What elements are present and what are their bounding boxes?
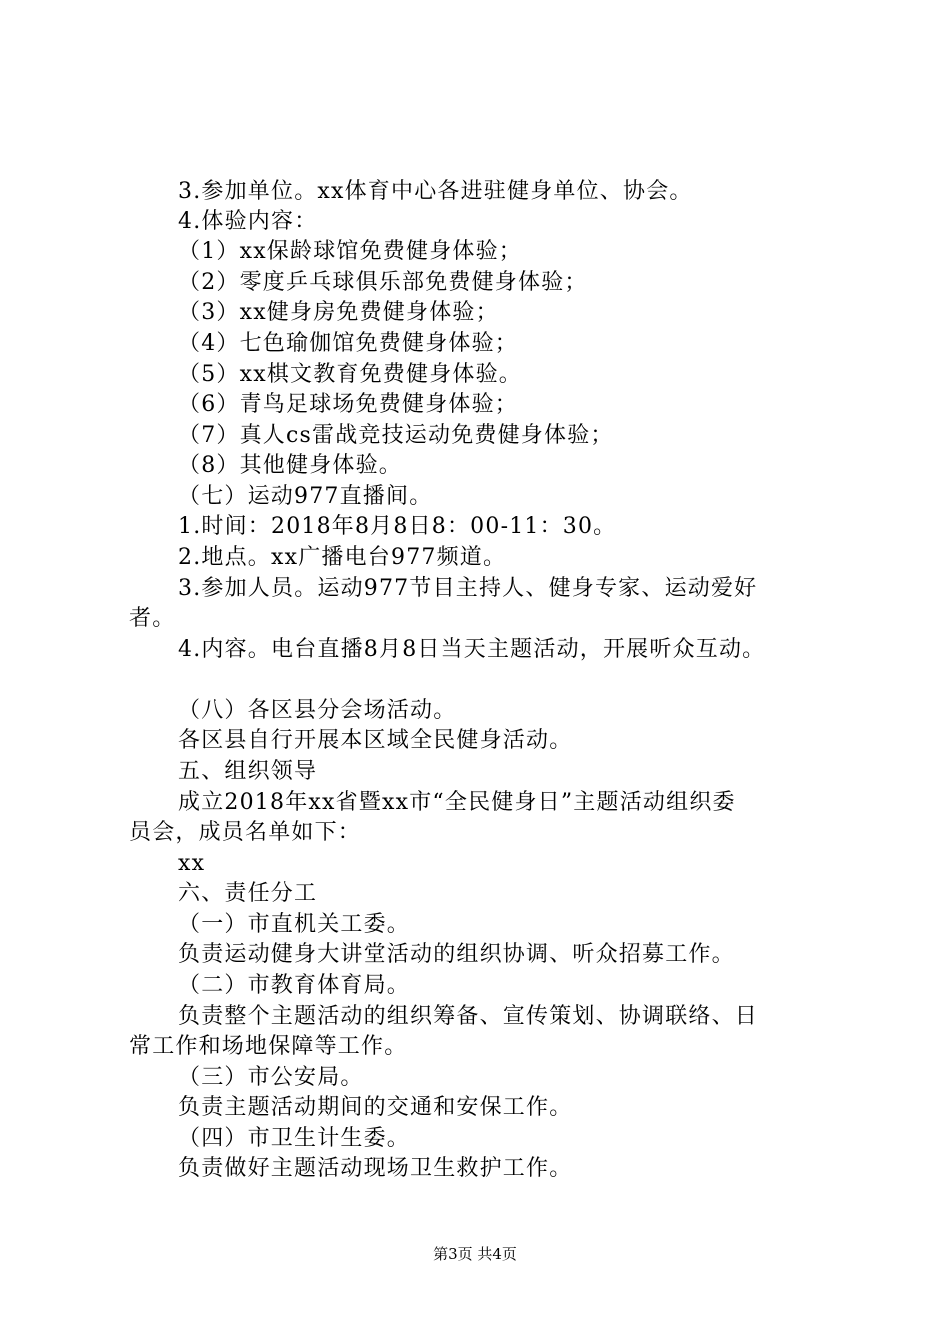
- list-item: （7）真人cs雷战竞技运动免费健身体验；: [178, 423, 614, 448]
- paragraph-line: 成立2018年xx省暨xx市“全民健身日”主题活动组织委: [178, 790, 736, 815]
- paragraph-line: 负责运动健身大讲堂活动的组织协调、听众招募工作。: [178, 942, 735, 967]
- paragraph-line: 1.时间：2018年8月8日8：00-11：30。: [178, 514, 617, 539]
- paragraph-line: 常工作和场地保障等工作。: [129, 1034, 408, 1059]
- paragraph-line: 3.参加人员。运动977节目主持人、健身专家、运动爱好: [178, 576, 758, 601]
- list-item: （5）xx棋文教育免费健身体验。: [178, 362, 523, 387]
- paragraph-line: 负责做好主题活动现场卫生救护工作。: [178, 1156, 573, 1181]
- list-item: （3）xx健身房免费健身体验；: [178, 300, 499, 325]
- section-heading: （八）各区县分会场活动。: [178, 698, 457, 723]
- list-item: （8）其他健身体验。: [178, 453, 402, 478]
- paragraph-line: 负责主题活动期间的交通和安保工作。: [178, 1095, 573, 1120]
- paragraph-line: 4.内容。电台直播8月8日当天主题活动，开展听众互动。: [178, 637, 766, 662]
- paragraph-line: xx: [178, 851, 206, 876]
- section-heading: （一）市直机关工委。: [178, 912, 411, 937]
- section-heading: 五、组织领导: [178, 759, 318, 784]
- list-item: （6）青鸟足球场免费健身体验；: [178, 392, 518, 417]
- paragraph-line: 员会，成员名单如下：: [129, 820, 362, 845]
- list-item: （4）七色瑜伽馆免费健身体验；: [178, 331, 518, 356]
- section-heading: （七）运动977直播间。: [178, 484, 433, 509]
- section-heading: （三）市公安局。: [178, 1065, 364, 1090]
- list-item: （1）xx保龄球馆免费健身体验；: [178, 239, 523, 264]
- paragraph-line: 4.体验内容：: [178, 209, 318, 234]
- paragraph-line: 者。: [129, 606, 176, 631]
- section-heading: （四）市卫生计生委。: [178, 1126, 411, 1151]
- page-number-footer: 第3页 共4页: [433, 1245, 517, 1263]
- paragraph-line: 3.参加单位。xx体育中心各进驻健身单位、协会。: [178, 179, 693, 204]
- list-item: （2）零度乒乓球俱乐部免费健身体验；: [178, 270, 588, 295]
- section-heading: 六、责任分工: [178, 881, 318, 906]
- paragraph-line: 负责整个主题活动的组织筹备、宣传策划、协调联络、日: [178, 1004, 759, 1029]
- paragraph-line: 2.地点。xx广播电台977频道。: [178, 545, 507, 570]
- section-heading: （二）市教育体育局。: [178, 973, 411, 998]
- paragraph-line: 各区县自行开展本区域全民健身活动。: [178, 728, 573, 753]
